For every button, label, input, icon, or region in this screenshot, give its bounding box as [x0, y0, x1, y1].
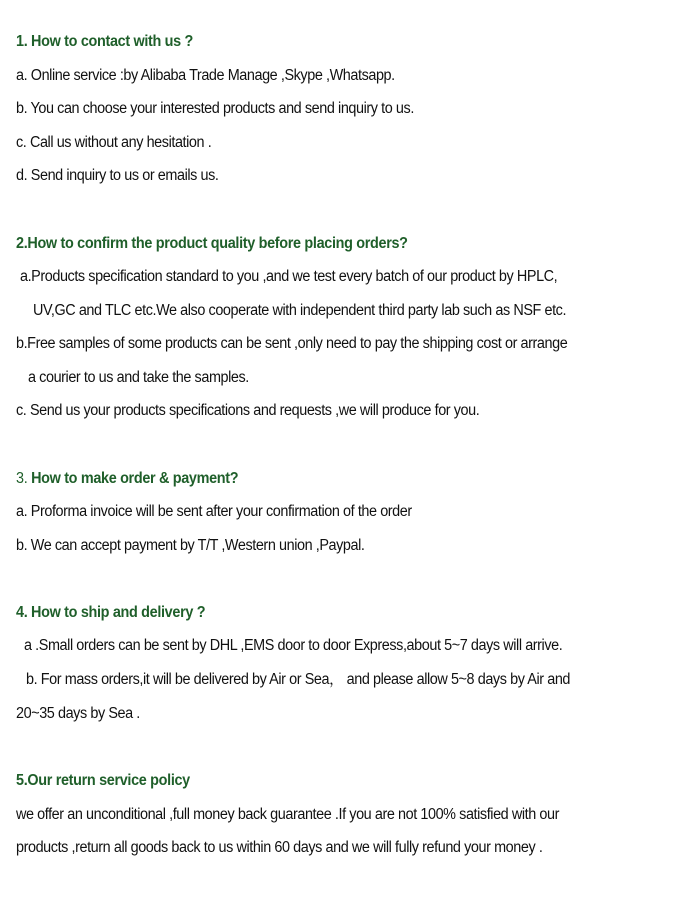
section-1-line-c: c. Call us without any hesitation . — [16, 134, 212, 151]
section-3-line-b: b. We can accept payment by T/T ,Western union ,Paypal. — [16, 537, 365, 554]
section-5-heading: 5.Our return service policy — [16, 772, 190, 789]
section-2-line-c: c. Send us your products specifications and requests ,we will produce for you. — [16, 402, 480, 419]
section-3-number: 3. — [16, 470, 28, 487]
section-5-line-2: products ,return all goods back to us within 60 days and we will fully refund your money . — [16, 839, 543, 856]
section-4-line-a: a .Small orders can be sent by DHL ,EMS door to door Express,about 5~7 days will arrive. — [24, 637, 563, 654]
section-4-line-b1: b. For mass orders,it will be delivered by Air or Sea， and please allow 5~8 days by Air and — [26, 671, 571, 688]
section-5-line-1: we offer an unconditional ,full money back guarantee .If you are not 100% satisfied with our — [16, 806, 560, 823]
section-2-line-a1: a.Products specification standard to you ,and we test every batch of our product by HPLC, — [20, 268, 558, 285]
section-2-line-b1: b.Free samples of some products can be sent ,only need to pay the shipping cost or arrange — [16, 335, 568, 352]
section-2-line-b2: a courier to us and take the samples. — [28, 369, 249, 386]
section-1-heading: 1. How to contact with us ? — [16, 33, 194, 50]
section-2-heading: 2.How to confirm the product quality before placing orders? — [16, 235, 408, 252]
section-4-line-b2: 20~35 days by Sea . — [16, 705, 140, 722]
section-3-title-text: How to make order & payment? — [31, 470, 239, 487]
section-1-line-b: b. You can choose your interested products and send inquiry to us. — [16, 100, 414, 117]
section-3-heading — [16, 469, 238, 489]
section-3-line-a: a. Proforma invoice will be sent after your confirmation of the order — [16, 503, 412, 520]
section-2-line-a2: UV,GC and TLC etc.We also cooperate with independent third party lab such as NSF etc. — [33, 302, 567, 319]
section-1-line-a: a. Online service :by Alibaba Trade Manage ,Skype ,Whatsapp. — [16, 67, 395, 84]
section-4-heading: 4. How to ship and delivery ? — [16, 604, 206, 621]
section-1-line-d: d. Send inquiry to us or emails us. — [16, 167, 219, 184]
